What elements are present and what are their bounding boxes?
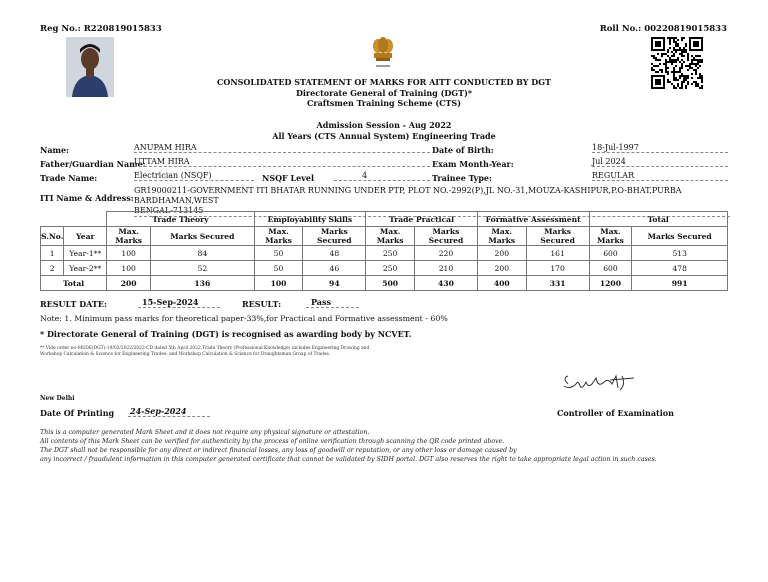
result-date-value: 15-Sep-2024 <box>138 297 220 308</box>
group-header: Trade Theory <box>107 212 254 227</box>
table-cell: 50 <box>254 246 303 261</box>
table-cell: 600 <box>589 261 632 276</box>
column-header: Max. Marks <box>254 227 303 246</box>
table-cell: 46 <box>303 261 366 276</box>
printing-date-label: Date Of Printing <box>40 408 115 418</box>
title-line: Craftsmen Training Scheme (CTS) <box>307 98 461 108</box>
table-cell: 220 <box>415 246 478 261</box>
controller-of-examination: Controller of Examination <box>557 408 674 418</box>
table-cell: 200 <box>477 246 526 261</box>
disclaimer-line: The DGT shall not be responsible for any direct or indirect financial losses, any loss of goodwill or reputation, or any other loss or damage caused by <box>40 447 517 455</box>
trainee-label: Trainee Type: <box>432 173 492 183</box>
disclaimer-line: any incorrect / fraudulent information in this computer generated certificate that cannot be validated by SIDH portal. DGT also reserves the right to take appropriate legal action in such cases. <box>40 456 657 464</box>
place-label: New Delhi <box>40 395 75 402</box>
disclaimer-line: This is a computer generated Mark Sheet and it does not require any physical signature or attestation. <box>40 429 370 436</box>
table-cell: 250 <box>366 246 415 261</box>
trainee-value: REGULAR <box>592 171 728 181</box>
group-header: Trade Practical <box>366 212 478 227</box>
father-value: UTTAM HIRA <box>134 157 430 167</box>
table-cell: 250 <box>366 261 415 276</box>
total-cell: 100 <box>254 276 303 291</box>
dob-label: Date of Birth: <box>432 145 494 155</box>
title-line: CONSOLIDATED STATEMENT OF MARKS FOR AITT CONDUCTED BY DGT <box>217 77 551 87</box>
table-sub-header-row <box>41 227 728 246</box>
table-cell: 50 <box>254 261 303 276</box>
total-cell: 400 <box>477 276 526 291</box>
trade-value: Electrician (NSQF) <box>134 171 254 181</box>
qr-code-icon[interactable] <box>651 37 703 89</box>
pass-marks-note: Note: 1. Minimum pass marks for theoretical paper-33%,for Practical and Formative assessment - 60% <box>40 314 448 323</box>
table-cell: 100 <box>107 246 151 261</box>
national-emblem-icon <box>370 36 396 70</box>
group-header: Employability Skills <box>254 212 366 227</box>
total-cell: 500 <box>366 276 415 291</box>
table-cell: 513 <box>632 246 728 261</box>
total-cell: 136 <box>151 276 255 291</box>
column-header: Max. Marks <box>589 227 632 246</box>
title-line: Directorate General of Training (DGT)* <box>295 87 473 98</box>
signature-image <box>560 372 640 398</box>
registration-number: Reg No.: R220819015833 <box>40 24 162 34</box>
printing-date-value: 24-Sep-2024 <box>128 406 210 417</box>
session-line: Admission Session - Aug 2022 <box>316 120 452 130</box>
column-header: Max. Marks <box>477 227 526 246</box>
table-cell: Year-2** <box>64 261 107 276</box>
session-line: All Years (CTS Annual System) Engineering Trade <box>272 130 496 141</box>
table-group-header-row <box>41 212 728 227</box>
iti-address-line: BENGAL-713145 <box>134 206 204 215</box>
table-cell: Year-1** <box>64 246 107 261</box>
column-header: Marks Secured <box>632 227 728 246</box>
table-cell: 600 <box>589 246 632 261</box>
total-cell: 991 <box>632 276 728 291</box>
fine-print-line: Workshop Calculation & Science for Engineering Trades; and Workshop Calculation & Science for Draughtsman Group of Trades. <box>40 351 331 357</box>
title-block <box>180 77 588 109</box>
table-cell: 2 <box>41 261 64 276</box>
table-cell: 100 <box>107 261 151 276</box>
table-cell: 170 <box>526 261 589 276</box>
column-header: Year <box>64 227 107 246</box>
table-cell: 1 <box>41 246 64 261</box>
table-row <box>41 261 728 276</box>
table-cell: 210 <box>415 261 478 276</box>
result-value: Pass <box>306 297 359 308</box>
total-cell: 430 <box>415 276 478 291</box>
total-cell: 331 <box>526 276 589 291</box>
exam-label: Exam Month-Year: <box>432 159 514 169</box>
session-block <box>180 120 588 141</box>
column-header: Marks Secured <box>151 227 255 246</box>
nsqf-value: 4 <box>334 171 430 181</box>
father-label: Father/Guardian Name: <box>40 159 146 169</box>
table-cell: 84 <box>151 246 255 261</box>
iti-address-line: GR19000211-GOVERNMENT ITI BHATAR RUNNING UNDER PTP, PLOT NO.-2992(P),JL NO.-31,MOUZA-KASHIPUR,P.O-BHAT,PURBA BARDHAMAN,WEST <box>134 186 682 205</box>
candidate-photo <box>66 37 114 97</box>
table-cell: 48 <box>303 246 366 261</box>
dob-value: 18-Jul-1997 <box>592 143 728 153</box>
disclaimer <box>40 428 657 464</box>
column-header: Marks Secured <box>303 227 366 246</box>
disclaimer-line: All contents of this Mark Sheet can be verified for authenticity by the process of online verification through scanning the QR code printed above. <box>40 438 505 446</box>
result-date-label: RESULT DATE: <box>40 299 107 309</box>
result-label: RESULT: <box>242 299 282 309</box>
name-value: ANUPAM HIRA <box>134 143 430 153</box>
column-header: S.No. <box>41 227 64 246</box>
trade-label: Trade Name: <box>40 173 98 183</box>
table-cell: 478 <box>632 261 728 276</box>
total-cell: 94 <box>303 276 366 291</box>
nsqf-label: NSQF Level <box>262 173 315 183</box>
column-header: Marks Secured <box>526 227 589 246</box>
roll-number: Roll No.: 00220819015833 <box>599 24 727 34</box>
iti-label: ITI Name & Address: <box>40 193 134 203</box>
table-cell: 161 <box>526 246 589 261</box>
total-label-cell: Total <box>41 276 107 291</box>
marks-table <box>40 211 728 291</box>
column-header: Max. Marks <box>107 227 151 246</box>
exam-value: Jul 2024 <box>592 157 728 167</box>
fine-print <box>40 346 369 357</box>
column-header: Marks Secured <box>415 227 478 246</box>
table-row <box>41 246 728 261</box>
table-total-row <box>41 276 728 291</box>
column-header: Max. Marks <box>366 227 415 246</box>
group-header: Total <box>589 212 728 227</box>
total-cell: 1200 <box>589 276 632 291</box>
table-cell: 52 <box>151 261 255 276</box>
total-cell: 200 <box>107 276 151 291</box>
group-header: Formative Assessment <box>477 212 589 227</box>
fine-print-line: ** Vide order no-MSDE(DGT)-19/03/2022/2022-CD dated 5th April 2022,Trade Theory (Professional Knowledge) includes Engineering Drawing and <box>40 346 370 351</box>
table-cell: 200 <box>477 261 526 276</box>
recognition-note: * Directorate General of Training (DGT) is recognised as awarding body by NCVET. <box>40 329 412 339</box>
name-label: Name: <box>40 145 70 155</box>
blank-header-cell <box>41 212 107 227</box>
